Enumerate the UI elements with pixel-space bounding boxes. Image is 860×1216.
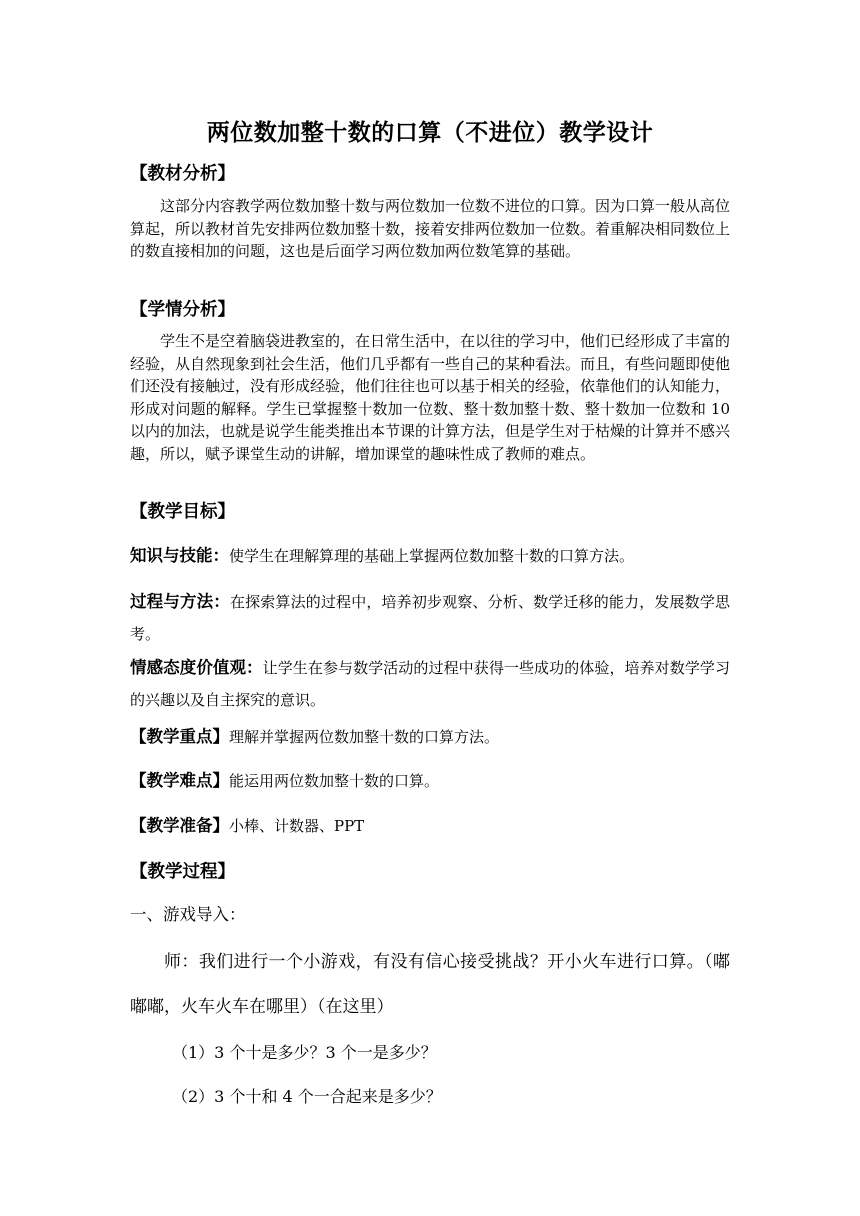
heading-teaching-prep: 【教学准备】: [130, 816, 229, 835]
teaching-difficulty-text: 能运用两位数加整十数的口算。: [229, 772, 440, 790]
teaching-prep-text: 小棒、计数器、PPT: [229, 817, 365, 835]
teaching-key-point: [130, 722, 734, 752]
teaching-difficulty: [130, 766, 734, 796]
heading-teaching-key: 【教学重点】: [130, 727, 229, 746]
goal-emotion-label: 情感态度价值观：: [130, 658, 263, 677]
goal-emotion: [130, 652, 730, 716]
goal-knowledge: [130, 541, 734, 571]
goal-emotion-text: 让学生在参与数学活动的过程中获得一些成功的体验，培养对数学学习的兴趣以及自主探究的意识。: [130, 659, 731, 709]
goal-process-text: 在探索算法的过程中，培养初步观察、分析、数学迁移的能力，发展数学思考。: [130, 593, 730, 643]
heading-material-analysis: 【教材分析】: [130, 164, 235, 184]
question-1: （1）3 个十是多少？3 个一是多少？: [172, 1043, 437, 1062]
heading-student-analysis: 【学情分析】: [130, 300, 235, 320]
goal-knowledge-text: 使学生在理解算理的基础上掌握两位数加整十数的口算方法。: [229, 547, 635, 565]
teaching-preparation: [130, 811, 734, 841]
teaching-key-text: 理解并掌握两位数加整十数的口算方法。: [229, 728, 500, 746]
heading-teaching-process: 【教学过程】: [130, 862, 235, 882]
step1-title: 一、游戏导入：: [130, 905, 246, 924]
document-title: 两位数加整十数的口算（不进位）教学设计: [206, 120, 654, 146]
question-2: （2）3 个十和 4 个一合起来是多少？: [172, 1087, 442, 1106]
heading-teaching-difficulty: 【教学难点】: [130, 771, 229, 790]
goal-process-label: 过程与方法：: [130, 592, 230, 611]
goal-knowledge-label: 知识与技能：: [130, 546, 229, 565]
student-analysis-text: 学生不是空着脑袋进教室的，在日常生活中，在以往的学习中，他们已经形成了丰富的经验，从自然现象到社会生活，他们几乎都有一些自己的某种看法。而且，有些问题即使他们还没有接触过，没有形成经验，他们往往也可以基于相关的经验，依靠他们的认知能力，形成对问题的解释。学生已掌握整十数加一位数、整十数加整十数、整十数加一位数和 10 以内的加法，也就是说学生能类推出本节课的计算方法，但是学生对于枯燥的计算并不感兴趣，所以，赋予课堂生动的讲解，增加课堂的趣味性成了教师的难点。: [130, 332, 731, 463]
goal-process: [130, 586, 730, 650]
heading-teaching-goals: 【教学目标】: [130, 502, 235, 522]
step1-text: 师：我们进行一个小游戏，有没有信心接受挑战？开小火车进行口算。（嘟嘟嘟，火车火车在哪里）（在这里）: [130, 952, 730, 1017]
material-analysis-text: 这部分内容教学两位数加整十数与两位数加一位数不进位的口算。因为口算一般从高位算起，所以教材首先安排两位数加整十数，接着安排两位数加一位数。着重解决相同数位上的数直接相加的问题，这也是后面学习两位数加两位数笔算的基础。: [130, 197, 731, 260]
